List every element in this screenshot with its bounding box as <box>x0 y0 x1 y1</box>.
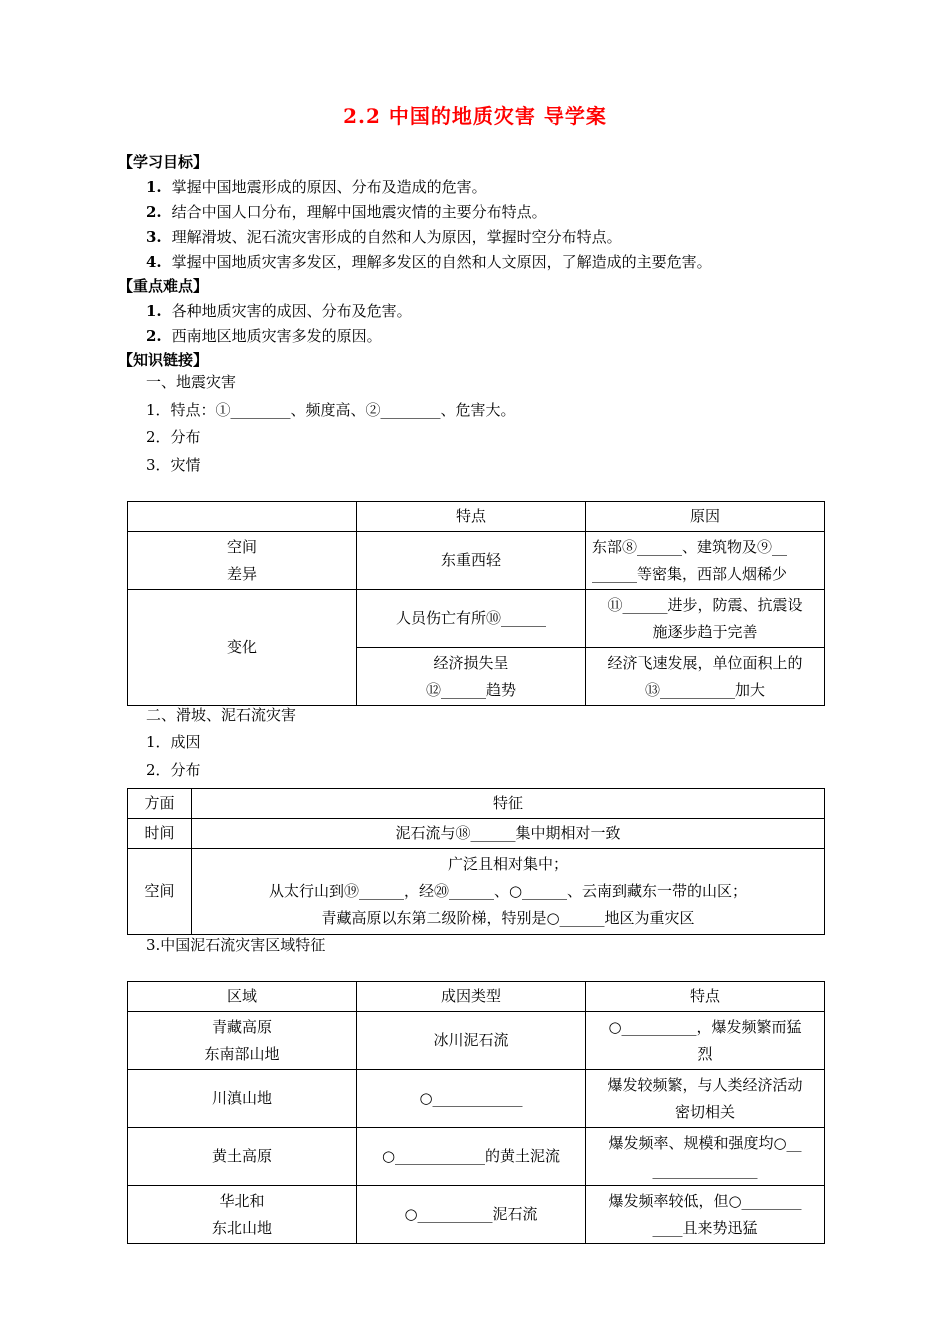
feature-line: 烈 <box>697 1044 713 1063</box>
table-cell <box>586 532 825 590</box>
region-line: 东北山地 <box>211 1218 272 1237</box>
space-label-line: 空间 <box>226 537 257 556</box>
debris-flow-region-table <box>127 981 825 1244</box>
goal-item <box>146 201 547 223</box>
region-line: 青藏高原 <box>211 1017 272 1036</box>
table-header: 方面 <box>128 789 192 819</box>
reason-line: ⑪______进步，防震、抗震设 <box>607 595 803 614</box>
goal-number: 3. <box>146 228 162 246</box>
type-cell: ○____________ <box>357 1070 586 1128</box>
feature-cell <box>586 1070 825 1128</box>
key-point-number: 1. <box>146 302 162 320</box>
earthquake-disaster-table <box>127 501 825 706</box>
feature-cell <box>586 1012 825 1070</box>
learning-goals-heading: 【学习目标】 <box>118 153 209 171</box>
table-row <box>128 1070 825 1128</box>
feature-line: 经济损失呈 <box>433 653 509 672</box>
space-line: 广泛且相对集中； <box>447 855 568 873</box>
goal-number: 4. <box>146 253 162 271</box>
table-header: 特征 <box>192 789 825 819</box>
type-cell: ○__________泥石流 <box>357 1186 586 1244</box>
key-point-item <box>146 325 382 347</box>
table-cell <box>586 648 825 706</box>
goal-text: 理解滑坡、泥石流灾害形成的自然和人为原因，掌握时空分布特点。 <box>171 228 622 246</box>
table-cell: 泥石流与⑱______集中期相对一致 <box>192 819 825 849</box>
table-row <box>128 1012 825 1070</box>
region-line: 华北和 <box>219 1191 265 1210</box>
table-cell <box>128 532 357 590</box>
region-cell: 黄土高原 <box>128 1128 357 1186</box>
table-cell: 时间 <box>128 819 192 849</box>
page-title: 2.2 中国的地质灾害 导学案 <box>343 104 607 128</box>
region-cell <box>128 1012 357 1070</box>
goal-item <box>146 226 622 248</box>
space-label-line: 差异 <box>226 564 257 583</box>
region-cell: 川滇山地 <box>128 1070 357 1128</box>
table-header: 特点 <box>586 982 825 1012</box>
key-point-text: 各种地质灾害的成因、分布及危害。 <box>171 302 412 320</box>
feature-line: 密切相关 <box>674 1102 735 1121</box>
space-line: 青藏高原以东第二级阶梯，特别是○______地区为重灾区 <box>321 909 695 927</box>
key-point-item <box>146 300 412 322</box>
table-row <box>128 1128 825 1186</box>
table-cell <box>192 849 825 935</box>
reason-line: 施逐步趋于完善 <box>652 622 758 641</box>
feature-line: 爆发频率较低，但○________ <box>608 1191 802 1210</box>
reason-line: 经济飞速发展，单位面积上的 <box>607 653 803 672</box>
table-header: 成因类型 <box>357 982 586 1012</box>
table-cell: 东重西轻 <box>357 532 586 590</box>
space-line: 从太行山到⑲______，经⑳______、○______、云南到藏东一带的山区； <box>268 882 748 900</box>
feature-line: ⑫______趋势 <box>425 680 516 699</box>
key-point-text: 西南地区地质灾害多发的原因。 <box>171 327 382 345</box>
reason-line: ______等密集，西部人烟稀少 <box>592 564 788 583</box>
feature-line: 爆发频率、规模和强度均○__ <box>608 1133 802 1152</box>
goal-text: 掌握中国地质灾害多发区，理解多发区的自然和人文原因，了解造成的主要危害。 <box>171 253 712 271</box>
goal-number: 2. <box>146 203 162 221</box>
goal-item <box>146 251 712 273</box>
table-row <box>128 1186 825 1244</box>
feature-line: ______________ <box>652 1160 758 1179</box>
table-header <box>128 502 357 532</box>
key-point-number: 2. <box>146 327 162 345</box>
key-points-heading: 【重点难点】 <box>118 277 209 295</box>
region-cell <box>128 1186 357 1244</box>
goal-item <box>146 176 487 198</box>
type-cell: ○____________的黄土泥流 <box>357 1128 586 1186</box>
goal-text: 掌握中国地震形成的原因、分布及造成的危害。 <box>171 178 487 196</box>
feature-cell <box>586 1186 825 1244</box>
table-header: 原因 <box>586 502 825 532</box>
table-cell: 空间 <box>128 849 192 935</box>
knowledge-heading: 【知识链接】 <box>118 351 209 369</box>
feature-cell <box>586 1128 825 1186</box>
section-item: 2．分布 <box>146 761 201 779</box>
table-cell <box>586 590 825 648</box>
reason-line: 东部⑧______、建筑物及⑨__ <box>592 537 788 556</box>
section-title-debris-flow: 3.中国泥石流灾害区域特征 <box>146 936 326 954</box>
section-title-landslide: 二、滑坡、泥石流灾害 <box>146 706 297 724</box>
table-cell: 人员伤亡有所⑩______ <box>357 590 586 648</box>
goal-text: 结合中国人口分布，理解中国地震灾情的主要分布特点。 <box>171 203 547 221</box>
table-cell: 变化 <box>128 590 357 706</box>
table-header: 区域 <box>128 982 357 1012</box>
section-title-earthquake: 一、地震灾害 <box>146 373 237 391</box>
goal-number: 1. <box>146 178 162 196</box>
feature-line: 爆发较频繁，与人类经济活动 <box>607 1075 803 1094</box>
reason-line: ⑬__________加大 <box>644 680 765 699</box>
section-item: 1．成因 <box>146 733 201 751</box>
feature-line: ____且来势迅猛 <box>652 1218 758 1237</box>
feature-line: ○__________，爆发频繁而猛 <box>608 1017 802 1036</box>
region-line: 东南部山地 <box>204 1044 280 1063</box>
type-cell: 冰川泥石流 <box>357 1012 586 1070</box>
section-item: 1．特点：①________、频度高、②________、危害大。 <box>146 401 516 419</box>
table-header: 特点 <box>357 502 586 532</box>
landslide-distribution-table <box>127 788 825 935</box>
table-cell <box>357 648 586 706</box>
section-item: 3．灾情 <box>146 456 201 474</box>
section-item: 2．分布 <box>146 428 201 446</box>
